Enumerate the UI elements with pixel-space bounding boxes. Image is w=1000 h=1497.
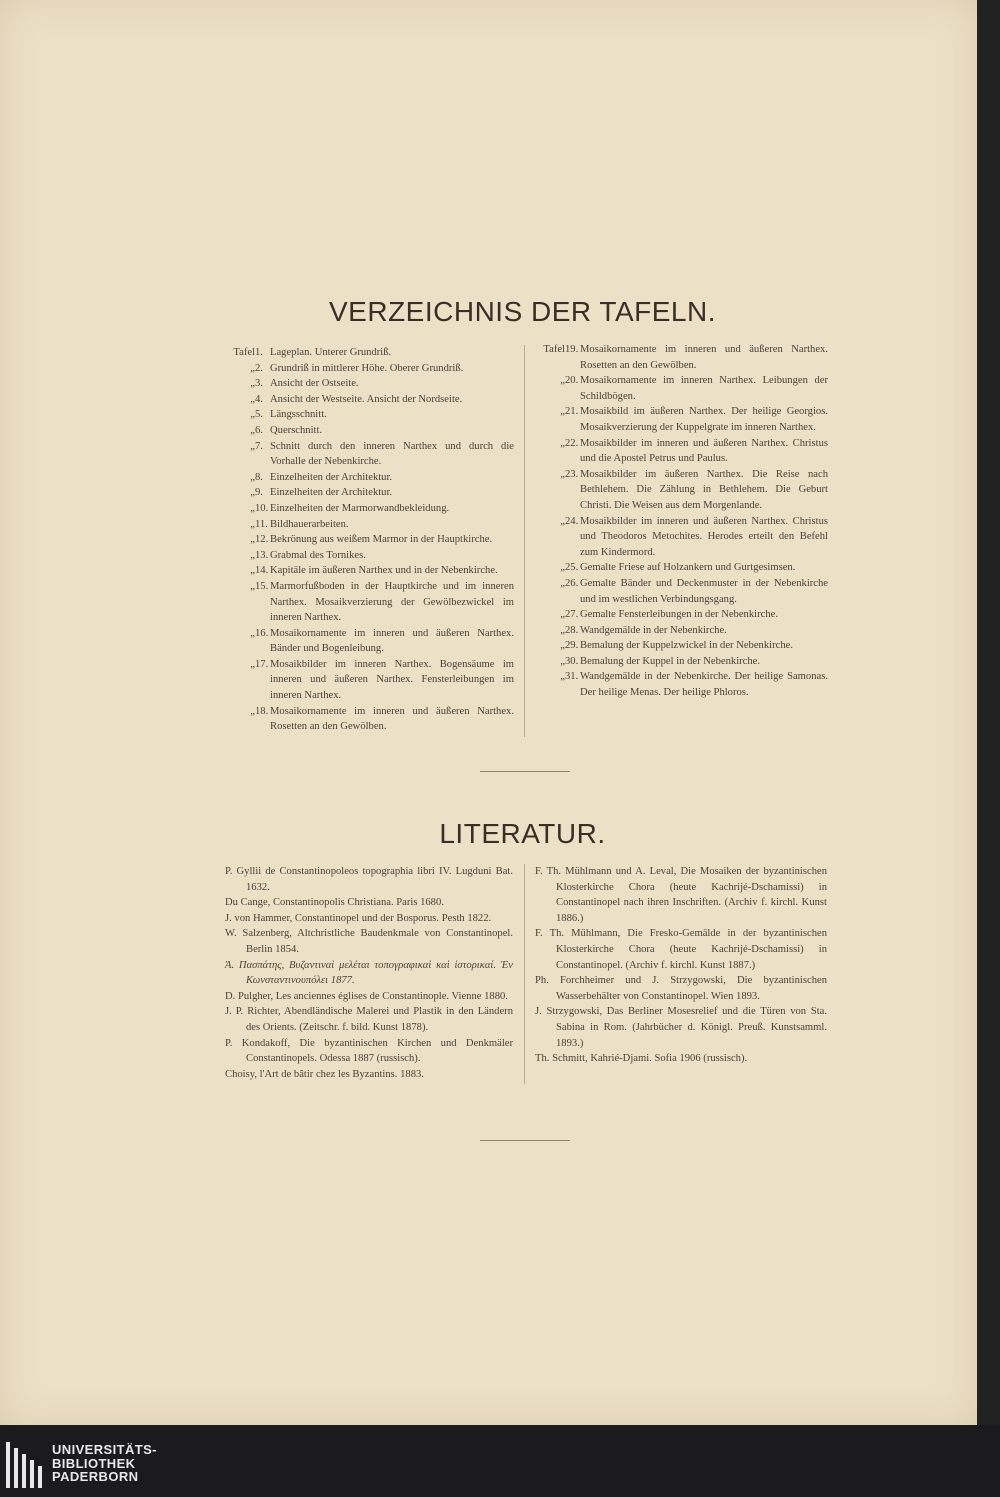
tafel-number: 19. (565, 344, 579, 355)
tafel-description: Wandgemälde in der Nebenkirche. (580, 624, 727, 636)
tafel-description: Bemalung der Kuppelzwickel in der Nebenkirche. (580, 640, 793, 652)
literature-entry: J. von Hammer, Constantinopel und der Bosporus. Pesth 1822. (225, 912, 492, 924)
tafel-label: „ (250, 502, 255, 514)
tafel-label: „ (250, 424, 255, 436)
tafel-entry (535, 669, 828, 700)
tafel-entry (225, 485, 514, 501)
tafel-description: Ansicht der Ostseite. (270, 378, 359, 390)
tafel-label: „ (250, 705, 255, 717)
library-name-line-1: UNIVERSITÄTS- (52, 1442, 157, 1457)
tafel-label: „ (250, 534, 255, 546)
tafel-entry (225, 517, 514, 533)
tafel-label: „ (250, 565, 255, 577)
literature-entry: Ph. Forchheimer und J. Strzygowski, Die byzantinischen Wasserbehälter von Constantinopel. Wien 1893. (535, 975, 827, 1002)
tafel-entry (225, 392, 514, 408)
tafel-number: 18. (255, 705, 269, 717)
library-name-line-2: BIBLIOTHEK (52, 1455, 136, 1471)
tafel-description: Gemalte Bänder und Deckenmuster in der Nebenkirche und im westlichen Verbindungsgang. (580, 577, 828, 605)
tafel-description: Mosaikbilder im inneren Narthex. Bogensäume im inneren und äußeren Narthex. Fensterleibungen im inneren Narthex. (270, 658, 514, 702)
tafel-label: „ (250, 658, 255, 670)
literature-entry: W. Salzenberg, Altchristliche Baudenkmale von Constantinopel. Berlin 1854. (225, 928, 513, 955)
tafel-entry (225, 626, 514, 657)
tafel-description: Lageplan. Unterer Grundriß. (270, 347, 392, 358)
tafel-label: „ (250, 549, 255, 561)
literature-entry: Choisy, l'Art de bâtir chez les Byzantins. 1883. (225, 1068, 424, 1080)
section-rule (480, 771, 570, 772)
tafel-number: 15. (255, 580, 269, 592)
literature-entry: F. Th. Mühlmann, Die Fresko-Gemälde in der byzantinischen Klosterkirche Chora (heute Kachrijé-Dschamissi) in Constantinopel. (Archiv f. kirchl. Kunst 1887.) (535, 928, 827, 971)
tafel-description: Mosaikbilder im inneren und äußeren Narthex. Christus und Theodoros Metochites. Herodes erteilt den Befehl zum Kindermord. (580, 515, 828, 558)
page-edge (977, 0, 1000, 1425)
tafel-description: Einzelheiten der Marmorwandbekleidung. (270, 502, 450, 514)
tafel-number: 3. (255, 378, 263, 390)
tafel-label: „ (560, 609, 565, 621)
tafel-number: 31. (565, 671, 579, 683)
tafel-description: Querschnitt. (270, 424, 323, 436)
tafel-number: 29. (565, 640, 579, 652)
tafel-entry (535, 576, 828, 607)
tafel-label: Tafel (543, 344, 565, 355)
tafel-entry (535, 560, 828, 576)
literatur-list-right (535, 864, 827, 1067)
tafel-description: Einzelheiten der Architektur. (270, 471, 393, 483)
literature-entry: J. P. Richter, Abendländische Malerei und Plastik in den Ländern des Orients. (Zeitschr. f. bild. Kunst 1878). (225, 1006, 513, 1033)
library-name (52, 1443, 157, 1484)
tafel-entry (225, 470, 514, 486)
tafel-label: „ (250, 393, 255, 405)
tafel-label: „ (560, 375, 565, 387)
tafel-entry (225, 657, 514, 704)
tafel-entry (535, 607, 828, 623)
tafel-label: „ (560, 515, 565, 527)
tafel-entry (535, 514, 828, 561)
tafel-label: „ (560, 562, 565, 574)
tafel-entry (225, 704, 514, 735)
tafel-number: 21. (565, 406, 579, 418)
tafel-number: 10. (255, 502, 269, 514)
tafel-number: 20. (565, 375, 579, 387)
tafel-number: 25. (565, 562, 579, 574)
tafel-description: Längsschnitt. (270, 409, 327, 421)
literature-entry: J. Strzygowski, Das Berliner Mosesrelief und die Türen von Sta. Sabina in Rom. (Jahrbücher d. Königl. Preuß. Kunstsamml. 1893.) (535, 1006, 827, 1049)
literatur-title: LITERATUR. (439, 818, 606, 849)
tafel-number: 1. (255, 347, 263, 358)
tafel-entry (225, 439, 514, 470)
tafel-number: 23. (565, 468, 579, 480)
library-logo-icon (6, 1442, 46, 1488)
tafel-label: Tafel (233, 347, 255, 358)
tafel-label: „ (250, 440, 255, 452)
tafel-description: Bildhauerarbeiten. (270, 518, 349, 530)
tafel-label: „ (250, 487, 255, 499)
literature-entry: Du Cange, Constantinopolis Christiana. Paris 1680. (225, 897, 444, 909)
tafel-label: „ (250, 378, 255, 390)
tafel-description: Mosaikbilder im äußeren Narthex. Die Reise nach Bethlehem. Die Zählung in Bethlehem. Die Geburt Christi. Die Weisen aus dem Morgenlande. (580, 468, 828, 511)
tafeln-list-left (225, 345, 514, 735)
tafel-label: „ (560, 655, 565, 667)
tafel-number: 27. (565, 609, 579, 621)
tafel-entry (535, 467, 828, 514)
tafel-number: 5. (255, 409, 263, 421)
column-divider-tafeln (524, 345, 525, 737)
tafel-label: „ (250, 580, 255, 592)
tafel-entry (535, 436, 828, 467)
tafel-entry (225, 361, 514, 377)
tafel-number: 28. (565, 624, 579, 636)
tafel-description: Schnitt durch den inneren Narthex und durch die Vorhalle der Nebenkirche. (270, 440, 514, 468)
tafel-description: Mosaikornamente im inneren Narthex. Leibungen der Schildbögen. (580, 375, 828, 402)
tafeln-title: VERZEICHNIS DER TAFELN. (329, 296, 716, 327)
tafel-description: Mosaikornamente im inneren und äußeren Narthex. Rosetten an den Gewölben. (580, 344, 828, 371)
end-rule (480, 1140, 570, 1141)
tafel-description: Grabmal des Tornikes. (270, 549, 366, 561)
tafel-entry (225, 376, 514, 392)
tafel-number: 30. (565, 655, 579, 667)
tafel-label: „ (560, 577, 565, 589)
literature-entry: Ἀ. Πασπάτης, Βυζαντιναὶ μελέται τοπογραφικαὶ καὶ ἱστορικαί. Ἐν Κωνσταντινουπόλει 1877. (225, 959, 513, 987)
tafel-entry (535, 654, 828, 670)
tafel-number: 26. (565, 577, 579, 589)
tafel-number: 22. (565, 437, 579, 449)
tafel-number: 7. (255, 440, 263, 452)
tafel-entry (535, 404, 828, 435)
tafel-label: „ (250, 471, 255, 483)
tafel-entry (535, 638, 828, 654)
tafel-number: 11. (255, 518, 268, 530)
tafel-label: „ (560, 468, 565, 480)
tafel-label: „ (250, 409, 255, 421)
tafel-entry (225, 423, 514, 439)
tafel-number: 9. (255, 487, 263, 499)
tafel-number: 14. (255, 565, 269, 577)
literature-entry: P. Kondakoff, Die byzantinischen Kirchen und Denkmäler Constantinopels. Odessa 1887 (russisch). (225, 1037, 513, 1065)
tafel-description: Einzelheiten der Architektur. (270, 487, 393, 499)
tafel-description: Marmorfußboden in der Hauptkirche und im inneren Narthex. Mosaikverzierung der Gewölbezwickel im inneren Narthex. (270, 580, 514, 624)
tafel-entry (225, 501, 514, 517)
literature-entry: P. Gyllii de Constantinopoleos topographia libri IV. Lugduni Bat. 1632. (225, 866, 513, 893)
tafel-label: „ (250, 627, 255, 639)
tafel-description: Bemalung der Kuppel in der Nebenkirche. (580, 655, 761, 667)
tafel-label: „ (250, 518, 255, 530)
tafel-entry (225, 563, 514, 579)
tafel-number: 24. (565, 515, 579, 527)
tafel-description: Wandgemälde in der Nebenkirche. Der heilige Samonas. Der heilige Menas. Der heilige Phloros. (580, 671, 828, 699)
tafel-description: Kapitäle im äußeren Narthex und in der Nebenkirche. (270, 565, 498, 577)
tafel-label: „ (560, 624, 565, 636)
literatur-list-left (225, 864, 513, 1082)
literature-entry: F. Th. Mühlmann und A. Leval, Die Mosaiken der byzantinischen Klosterkirche Chora (heute Kachrijé-Dschamissi) in Constantinopel nach ihren Inschriften. (Archiv f. kirchl. Kunst 1886.) (535, 866, 827, 924)
tafel-description: Mosaikornamente im inneren und äußeren Narthex. Bänder und Bogenleibung. (270, 627, 514, 655)
tafel-entry (225, 532, 514, 548)
tafel-label: „ (560, 437, 565, 449)
tafel-entry (225, 579, 514, 626)
tafel-entry (225, 345, 514, 361)
tafel-description: Mosaikbild im äußeren Narthex. Der heilige Georgios. Mosaikverzierung der Kuppelgrate im inneren Narthex. (580, 406, 828, 433)
tafel-description: Gemalte Fensterleibungen in der Nebenkirche. (580, 609, 778, 621)
tafel-entry (225, 548, 514, 564)
tafel-entry (535, 373, 828, 404)
tafel-description: Mosaikbilder im inneren und äußeren Narthex. Christus und die Apostel Petrus und Paulus. (580, 437, 828, 465)
tafel-label: „ (560, 406, 565, 418)
tafeln-list-right (535, 342, 828, 701)
tafel-number: 8. (255, 471, 263, 483)
tafel-description: Bekrönung aus weißem Marmor in der Hauptkirche. (270, 534, 493, 546)
tafel-number: 17. (255, 658, 269, 670)
tafel-entry (535, 623, 828, 639)
tafel-entry (535, 342, 828, 373)
tafel-label: „ (250, 362, 255, 374)
tafel-label: „ (560, 640, 565, 652)
tafel-number: 12. (255, 534, 269, 546)
tafel-number: 4. (255, 393, 263, 405)
tafel-number: 6. (255, 424, 263, 436)
literature-entry: D. Pulgher, Les anciennes églises de Constantinople. Vienne 1880. (225, 990, 508, 1002)
tafel-number: 13. (255, 549, 269, 561)
tafel-description: Mosaikornamente im inneren und äußeren Narthex. Rosetten an den Gewölben. (270, 705, 514, 733)
tafel-entry (225, 407, 514, 423)
tafel-description: Ansicht der Westseite. Ansicht der Nordseite. (270, 393, 463, 405)
tafel-description: Grundriß in mittlerer Höhe. Oberer Grundriß. (270, 362, 464, 374)
column-divider-literatur (524, 864, 525, 1084)
tafel-description: Gemalte Friese auf Holzankern und Gurtgesimsen. (580, 562, 796, 574)
library-name-line-3: PADERBORN (52, 1469, 139, 1484)
tafel-number: 2. (255, 362, 263, 374)
tafel-label: „ (560, 671, 565, 683)
literature-entry: Th. Schmitt, Kahrié-Djami. Sofia 1906 (russisch). (535, 1053, 748, 1065)
tafel-number: 16. (255, 627, 269, 639)
